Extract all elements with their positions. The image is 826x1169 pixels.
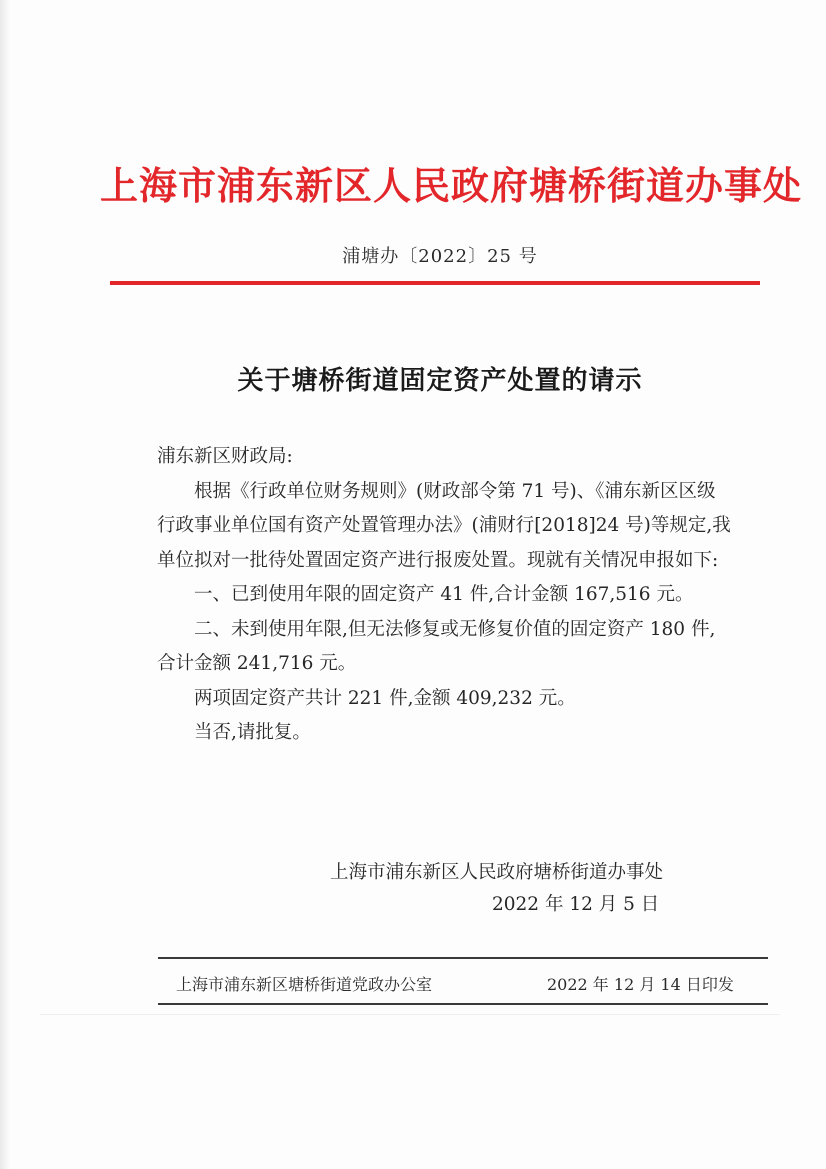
scan-artifact-line (40, 1014, 780, 1015)
scan-edge (0, 0, 10, 1169)
document-body (157, 440, 732, 751)
signature-organization: 上海市浦东新区人民政府塘桥街道办事处 (330, 862, 664, 883)
footer-top-rule (158, 957, 768, 959)
paragraph-total: 两项固定资产共计 221 件,金额 409,232 元。 (194, 687, 576, 709)
paragraph-item-1: 一、已到使用年限的固定资产 41 件,合计金额 167,516 元。 (194, 584, 694, 605)
issuing-org-header: 上海市浦东新区人民政府塘桥街道办事处 (100, 163, 803, 208)
salutation: 浦东新区财政局: (157, 446, 293, 467)
paragraph-closing: 当否,请批复。 (194, 722, 311, 743)
footer-issuer: 上海市浦东新区塘桥街道党政办公室 (176, 975, 433, 994)
footer-issue-date: 2022 年 12 月 14 日印发 (547, 975, 734, 994)
red-separator-line (110, 281, 760, 285)
signature-date: 2022 年 12 月 5 日 (492, 894, 660, 915)
paragraph-basis: 根据《行政单位财务规则》(财政部令第 71 号)、《浦东新区区级行政事业单位国有资产处置管理办法》(浦财行[2018]24 号)等规定,我单位拟对一批待处置固定资产进行报废处置。现就有关情况申报如下: (157, 480, 731, 571)
paragraph-item-2: 二、未到使用年限,但无法修复或无修复价值的固定资产 180 件,合计金额 241,716 元。 (157, 618, 716, 674)
footer-bottom-rule (158, 1003, 768, 1005)
document-title: 关于塘桥街道固定资产处置的请示 (237, 366, 643, 396)
document-number: 浦塘办〔2022〕25 号 (342, 246, 538, 267)
